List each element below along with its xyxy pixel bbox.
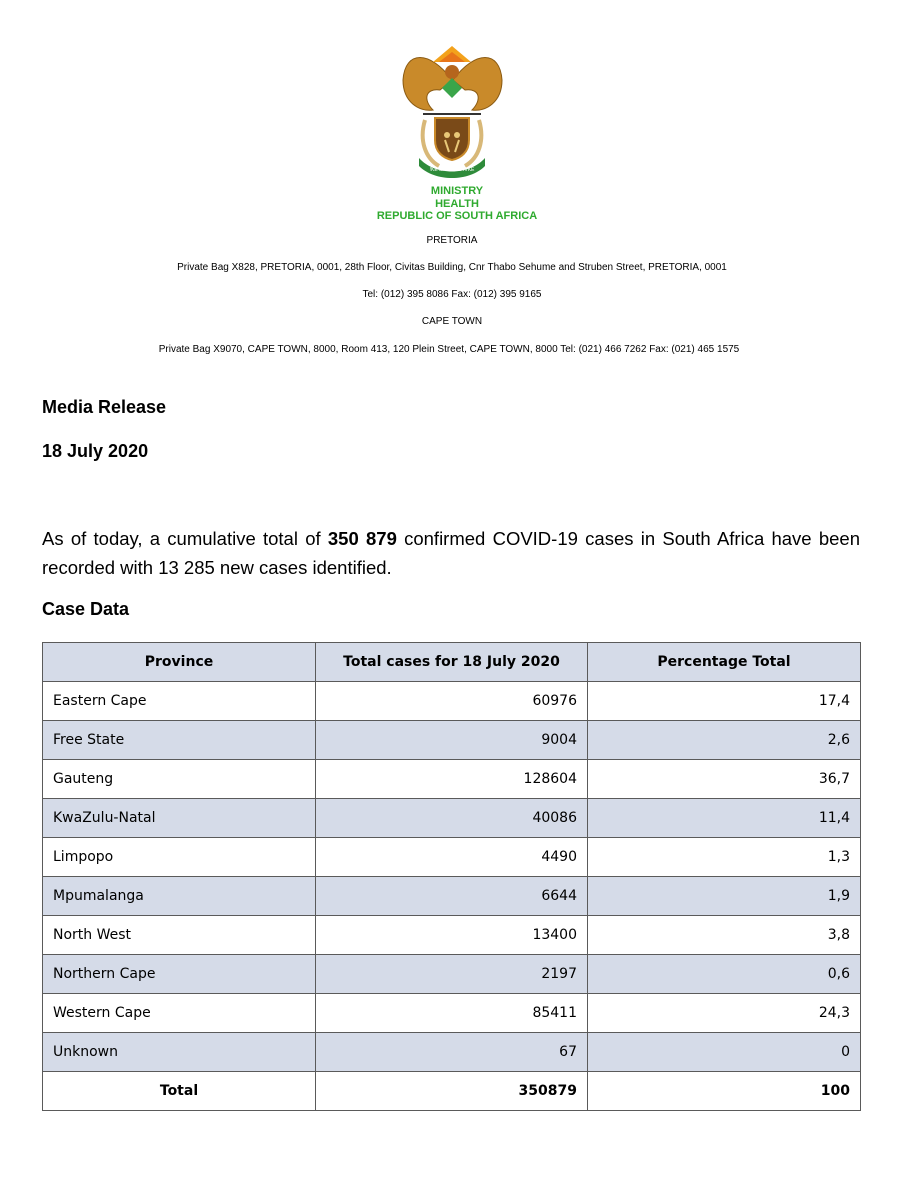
province-cell: Mpumalanga xyxy=(43,877,316,916)
ministry-line-2: HEALTH xyxy=(435,197,479,210)
column-header-province: Province xyxy=(43,643,316,682)
percentage-cell: 36,7 xyxy=(588,760,861,799)
table-row xyxy=(43,838,861,877)
ministry-line-1: MINISTRY xyxy=(430,185,484,197)
column-header-total-cases: Total cases for 18 July 2020 xyxy=(316,643,588,682)
province-cell: Western Cape xyxy=(43,994,316,1033)
table-header-row xyxy=(43,643,861,682)
cases-cell: 9004 xyxy=(316,721,588,760)
summary-prefix: As of today, a cumulative total of xyxy=(42,528,321,549)
table-row xyxy=(43,1033,861,1072)
province-cell: Free State xyxy=(43,721,316,760)
percentage-cell: 0,6 xyxy=(588,955,861,994)
case-data-table xyxy=(42,642,861,1111)
table-row xyxy=(43,916,861,955)
total-percentage-cell: 100 xyxy=(588,1072,861,1111)
province-cell: Gauteng xyxy=(43,760,316,799)
percentage-cell: 24,3 xyxy=(588,994,861,1033)
cases-cell: 2197 xyxy=(316,955,588,994)
release-type: Media Release xyxy=(42,397,167,417)
cases-cell: 4490 xyxy=(316,838,588,877)
province-cell: KwaZulu-Natal xyxy=(43,799,316,838)
table-row xyxy=(43,682,861,721)
summary-paragraph xyxy=(42,524,860,582)
province-cell: Northern Cape xyxy=(43,955,316,994)
cases-cell: 13400 xyxy=(316,916,588,955)
summary-suffix: confirmed COVID-19 cases in South Africa have been recorded with 13 285 new cases identified. xyxy=(42,528,860,578)
pretoria-address: Private Bag X828, PRETORIA, 0001, 28th Floor, Civitas Building, Cnr Thabo Sehume and Struben Street, PRETORIA, 0001 xyxy=(177,262,727,273)
cases-cell: 40086 xyxy=(316,799,588,838)
cape-town-label: CAPE TOWN xyxy=(421,316,483,327)
table-row xyxy=(43,799,861,838)
release-date: 18 July 2020 xyxy=(42,441,149,461)
province-cell: Limpopo xyxy=(43,838,316,877)
case-data-heading: Case Data xyxy=(42,599,130,619)
total-label-cell: Total xyxy=(43,1072,316,1111)
coat-of-arms-logo xyxy=(395,40,510,180)
percentage-cell: 11,4 xyxy=(588,799,861,838)
percentage-cell: 1,3 xyxy=(588,838,861,877)
cumulative-total: 350 879 xyxy=(327,528,397,549)
table-row xyxy=(43,877,861,916)
table-row xyxy=(43,994,861,1033)
percentage-cell: 0 xyxy=(588,1033,861,1072)
province-cell: Unknown xyxy=(43,1033,316,1072)
percentage-cell: 3,8 xyxy=(588,916,861,955)
pretoria-phone: Tel: (012) 395 8086 Fax: (012) 395 9165 xyxy=(362,289,542,300)
pretoria-label: PRETORIA xyxy=(426,235,478,246)
table-total-row xyxy=(43,1072,861,1111)
cases-cell: 85411 xyxy=(316,994,588,1033)
table-row xyxy=(43,955,861,994)
cases-cell: 60976 xyxy=(316,682,588,721)
province-cell: Eastern Cape xyxy=(43,682,316,721)
cases-cell: 128604 xyxy=(316,760,588,799)
percentage-cell: 2,6 xyxy=(588,721,861,760)
table-row xyxy=(43,760,861,799)
province-cell: North West xyxy=(43,916,316,955)
total-cases-cell: 350879 xyxy=(316,1072,588,1111)
ministry-line-3: REPUBLIC OF SOUTH AFRICA xyxy=(376,210,538,222)
cases-cell: 6644 xyxy=(316,877,588,916)
column-header-percentage: Percentage Total xyxy=(588,643,861,682)
cape-town-address: Private Bag X9070, CAPE TOWN, 8000, Room 413, 120 Plein Street, CAPE TOWN, 8000 Tel: (021) 466 7262 Fax: (021) 465 1575 xyxy=(158,344,740,355)
percentage-cell: 1,9 xyxy=(588,877,861,916)
table-row xyxy=(43,721,861,760)
motto-text: !KE E: /XARRA //KE xyxy=(429,167,475,173)
cases-cell: 67 xyxy=(316,1033,588,1072)
percentage-cell: 17,4 xyxy=(588,682,861,721)
